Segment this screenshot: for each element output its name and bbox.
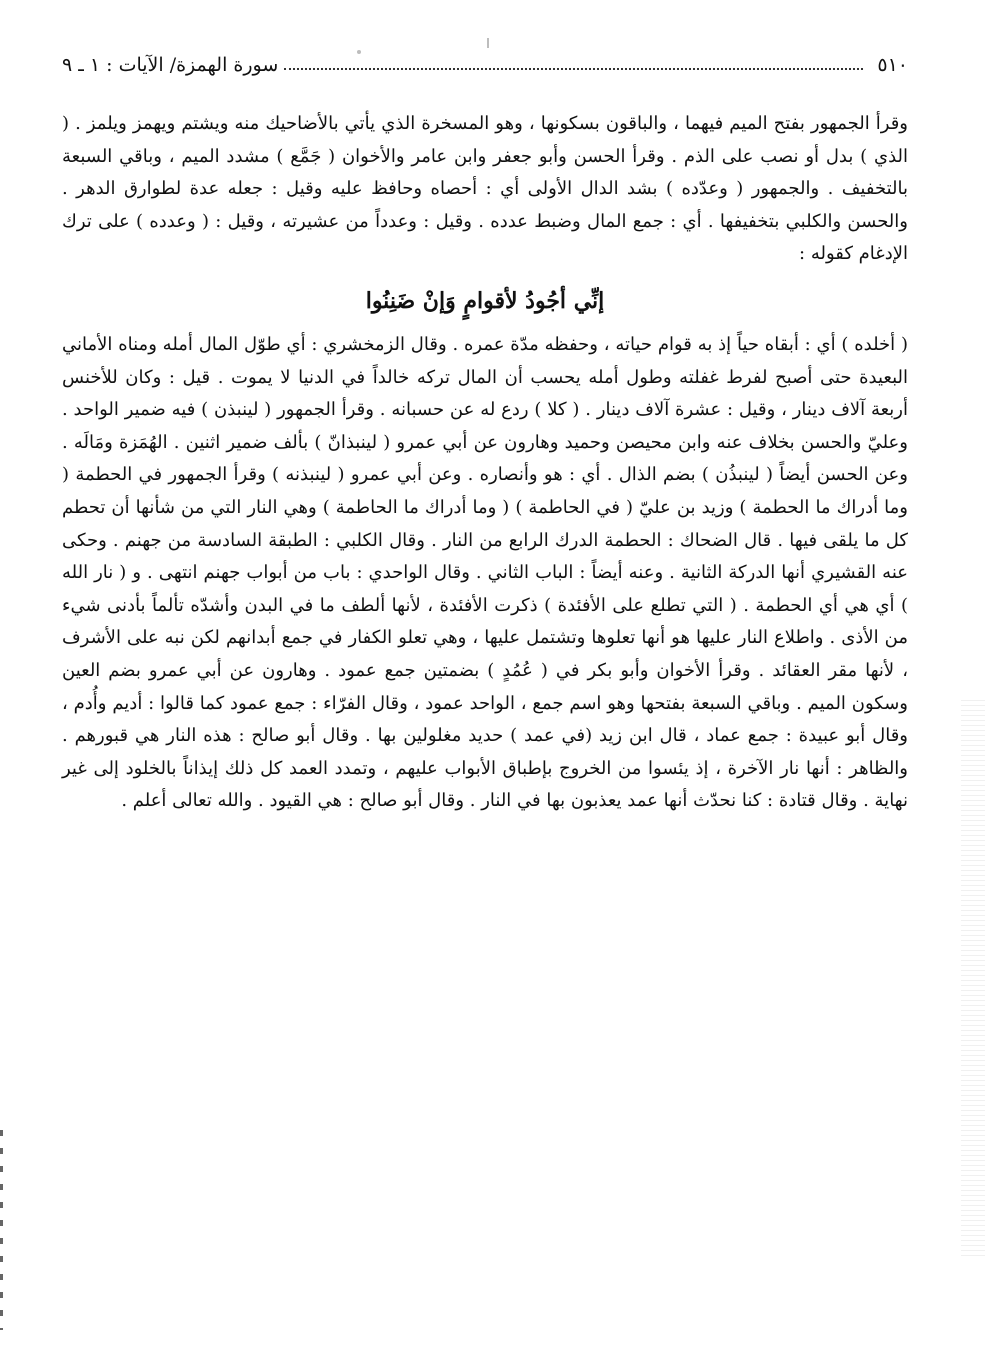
page-number: ٥١٠ [877, 54, 908, 76]
commentary-paragraph: ( أخلده ) أي : أبقاه حياً إذ به قوام حياته ، وحفظه مدّة عمره . وقال الزمخشري : أي طوّل المال أمله ومناه الأماني البعيدة حتى أصبح لفرط غفلته وطول أمله يحسب أن المال تركه خالداً في الدنيا لا يموت . قيل : وكان للأخنس أربعة آلاف دينار ، وقيل : عشرة آلاف دينار . ( كلا ) ردع له عن حسبانه . وقرأ الجمهور ( لينبذن ) فيه ضمير الواحد . وعليّ والحسن بخلاف عنه وابن محيصن وحميد وهارون عن أبي عمرو ( لينبذانّ ) بألف ضمير اثنين . الهُمَزة ومَالَه . وعن الحسن أيضاً ( لينبذُن ) بضم الذال . أي : هو وأنصاره . وعن أبي عمرو ( لينبذنه ) وقرأ الجمهور في الحطمة ( وما أدراك ما الحطمة ) وزيد بن عليّ ( في الحاطمة ) ( وما أدراك ما الحاطمة ) وهي النار التي من شأنها أن تحطم كل ما يلقى فيها . قال الضحاك : الحطمة الدرك الرابع من النار . وقال الكلبي : الطبقة السادسة من جهنم . وحكى عنه القشيري أنها الدركة الثانية . وعنه أيضاً : الباب الثاني . وقال الواحدي : باب من أبواب جهنم انتهى . و ( نار الله ) أي هي أي الحطمة . ( التي تطلع على الأفئدة ) ذكرت الأفئدة ، لأنها ألطف ما في البدن وأشدّه تألماً بأدنى شيء من الأذى . واطلاع النار عليها هو أنها تعلوها وتشتمل عليها ، وهي تعلو الكفار في جمع أبدانهم لكن نبه على الأشرف ، لأنها مقر العقائد . وقرأ الأخوان وأبو بكر في ( عُمُدٍ ) بضمتين جمع عمود . وهارون عن أبي عمرو بضم العين وسكون الميم . وباقي السبعة بفتحها وهو اسم جمع ، الواحد عمود ، وقال الفرّاء : جمع عمود كما قالوا : أديم وأُدم ، وقال أبو عبيدة : جمع عماد ، قال ابن زيد (في عمد ) حديد مغلولين بها . وقال أبو صالح : هذه النار هي قبورهم . والظاهر : أنها نار الآخرة ، إذ يئسوا من الخروج بإطباق الأبواب عليهم ، وتمدد العمد كل ذلك إيذاناً بالخلود إلى غير نهاية . وقال قتادة : كنا نحدّث أنها عمد يعذبون بها في النار . وقال أبو صالح : هي القيود . والله تعالى أعلم . [62, 333, 908, 812]
scan-edge-noise [961, 700, 985, 1260]
running-header [62, 50, 908, 80]
surah-label: سورة الهمزة/ الآيات : ١ ـ ٩ [62, 54, 279, 76]
commentary-paragraph: وقرأ الجمهور بفتح الميم فيهما ، والباقون بسكونها ، وهو المسخرة الذي يأتي بالأضاحيك منه ويشتم ويهمز ويلمز . ( الذي ) بدل أو نصب على الذم . وقرأ الحسن وأبو جعفر وابن عامر والأخوان ( جَمَّع ) مشدد الميم ، وباقي السبعة بالتخفيف . والجمهور ( وعدّده ) بشد الدال الأولى أي : أحصاه وحافظ عليه وقيل : جعله عدة لطوارق الدهر . والحسن والكلبي بتخفيفها . أي : جمع المال وضبط عدده . وقيل : وعدداً من عشيرته ، وقيل : ( وعدده ) على ترك الإدغام كقوله : [62, 113, 909, 265]
scan-speck [487, 38, 489, 48]
poetry-verse: إنِّي أجُودُ لأقوامٍ وَإنْ ضَنِنُوا [365, 287, 605, 314]
dotted-leader [284, 68, 863, 70]
commentary-body [62, 108, 908, 818]
scan-edge-marks [0, 1130, 3, 1330]
